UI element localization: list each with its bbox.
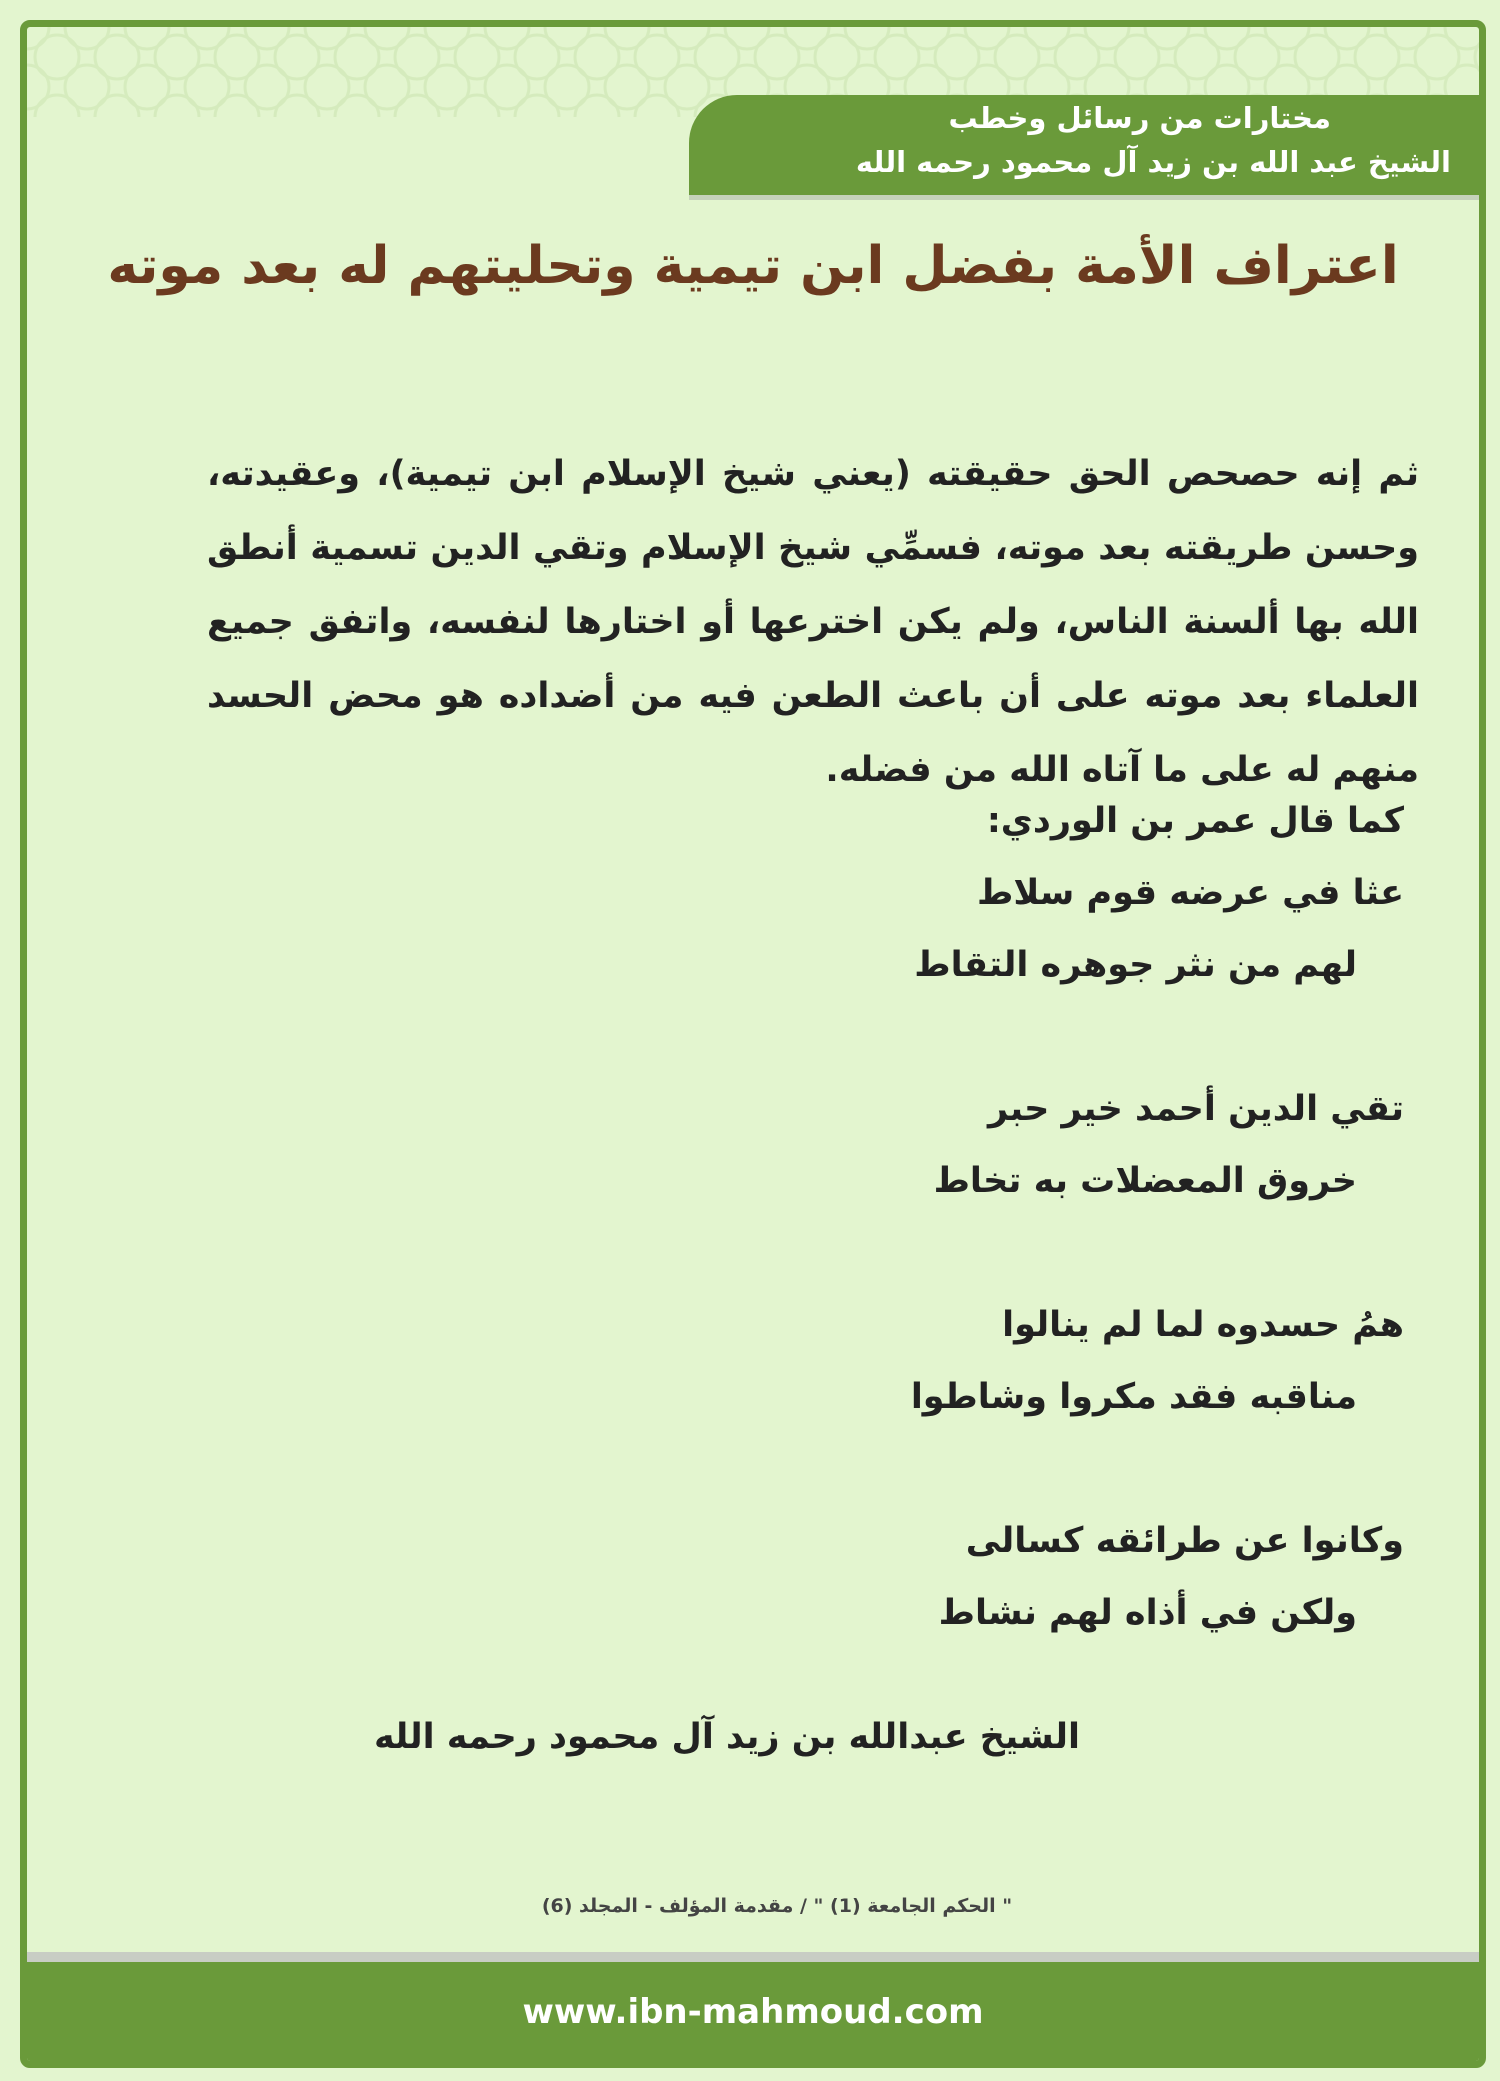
footer-divider (27, 1952, 1479, 1962)
website-link[interactable]: www.ibn-mahmoud.com (522, 1992, 984, 2032)
footer-band (27, 1962, 1479, 2061)
header-line-2: الشيخ عبد الله بن زيد آل محمود رحمه الله (855, 145, 1451, 179)
header-band (689, 95, 1479, 195)
article-title: اعتراف الأمة بفضل ابن تيمية وتحليتهم له بعد موته (107, 236, 1399, 296)
verse-3-second: مناقبه فقد مكروا وشاطوا (910, 1377, 1357, 1417)
source-citation: " الحكم الجامعة (1) " / مقدمة المؤلف - المجلد (6) (541, 1895, 1013, 1917)
verse-2-first: تقي الدين أحمد خير حبر (988, 1089, 1404, 1129)
header-line-1: مختارات من رسائل وخطب (948, 101, 1331, 135)
verse-4-second: ولكن في أذاه لهم نشاط (938, 1593, 1357, 1633)
page-frame (20, 20, 1486, 2068)
verse-1-first: عثا في عرضه قوم سلاط (977, 873, 1404, 913)
author-signature: الشيخ عبدالله بن زيد آل محمود رحمه الله (373, 1717, 1081, 1757)
article-body: ثم إنه حصحص الحق حقيقته (يعني شيخ الإسلام ابن تيمية)، وعقيدته، وحسن طريقته بعد موته، فسمِّي شيخ الإسلام وتقي الدين تسمية أنطق الله بها ألسنة الناس، ولم يكن اخترعها أو اختارها لنفسه، واتفق جميع العلماء بعد موته على أن باعث الطعن فيه من أضداده هو محض الحسد منهم له على ما آتاه الله من فضله. (207, 454, 1419, 790)
verse-4-first: وكانوا عن طرائقه كسالى (965, 1521, 1404, 1561)
poem-intro: كما قال عمر بن الوردي: (986, 801, 1404, 841)
verse-2-second: خروق المعضلات به تخاط (933, 1161, 1357, 1201)
verse-1-second: لهم من نثر جوهره التقاط (914, 945, 1357, 985)
verse-3-first: همُ حسدوه لما لم ينالوا (1002, 1305, 1404, 1345)
